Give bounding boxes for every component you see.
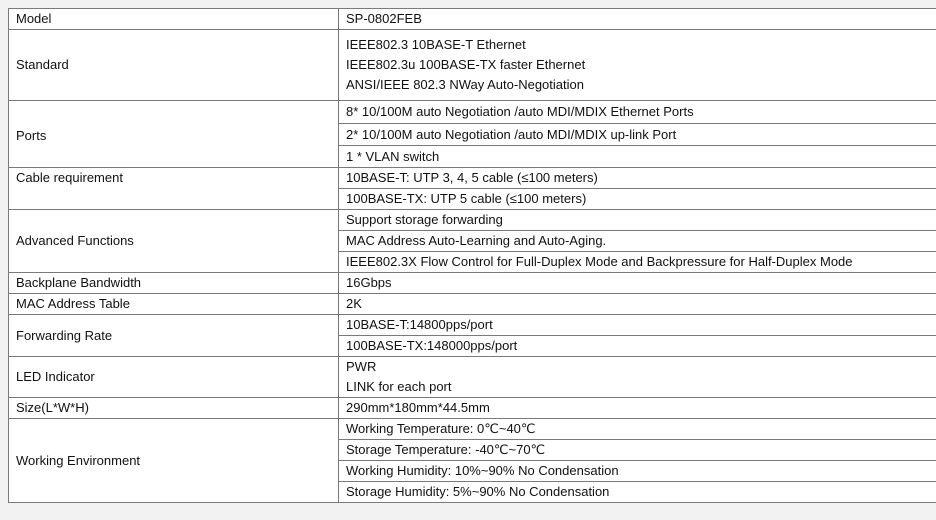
table-row	[9, 315, 936, 336]
row-value: SP-0802FEB	[339, 9, 936, 30]
row-label: Working Environment	[9, 419, 339, 503]
row-label: MAC Address Table	[9, 294, 339, 315]
row-label: Advanced Functions	[9, 210, 339, 273]
row-value: 2K	[339, 294, 936, 315]
table-row	[9, 168, 936, 189]
table-row	[9, 273, 936, 294]
row-value: 8* 10/100M auto Negotiation /auto MDI/MDIX Ethernet Ports	[339, 101, 936, 124]
row-label: Cable requirement	[9, 168, 339, 210]
row-value	[339, 30, 936, 101]
table-row	[9, 294, 936, 315]
table-row	[9, 398, 936, 419]
row-value: 1 * VLAN switch	[339, 146, 936, 168]
row-label: LED Indicator	[9, 357, 339, 398]
value-line: IEEE802.3 10BASE-T Ethernet	[346, 37, 526, 52]
table-row	[9, 419, 936, 440]
row-value: 2* 10/100M auto Negotiation /auto MDI/MDIX up-link Port	[339, 124, 936, 146]
row-value: 10BASE-T:14800pps/port	[339, 315, 936, 336]
value-line: PWR	[346, 359, 377, 374]
spec-table	[8, 8, 936, 503]
value-line: ANSI/IEEE 802.3 NWay Auto-Negotiation	[346, 77, 584, 92]
row-label: Forwarding Rate	[9, 315, 339, 357]
row-label: Model	[9, 9, 339, 30]
table-row	[9, 357, 936, 398]
row-value: Working Temperature: 0℃~40℃	[339, 419, 936, 440]
row-value	[339, 357, 936, 398]
row-value: 16Gbps	[339, 273, 936, 294]
row-value: Storage Humidity: 5%~90% No Condensation	[339, 482, 936, 503]
row-value: IEEE802.3X Flow Control for Full-Duplex Mode and Backpressure for Half-Duplex Mode	[339, 252, 936, 273]
table-row	[9, 210, 936, 231]
row-label: Backplane Bandwidth	[9, 273, 339, 294]
row-value: Working Humidity: 10%~90% No Condensation	[339, 461, 936, 482]
row-value: 10BASE-T: UTP 3, 4, 5 cable (≤100 meters)	[339, 168, 936, 189]
row-value: 100BASE-TX: UTP 5 cable (≤100 meters)	[339, 189, 936, 210]
table-row	[9, 9, 936, 30]
row-value: Storage Temperature: -40℃~70℃	[339, 440, 936, 461]
row-value: 290mm*180mm*44.5mm	[339, 398, 936, 419]
table-row	[9, 30, 936, 101]
row-label: Size(L*W*H)	[9, 398, 339, 419]
row-label: Standard	[9, 30, 339, 101]
value-line: LINK for each port	[346, 379, 452, 394]
value-line: IEEE802.3u 100BASE-TX faster Ethernet	[346, 57, 586, 72]
row-label: Ports	[9, 101, 339, 168]
row-value: Support storage forwarding	[339, 210, 936, 231]
table-row	[9, 101, 936, 124]
row-value: 100BASE-TX:148000pps/port	[339, 336, 936, 357]
row-value: MAC Address Auto-Learning and Auto-Aging.	[339, 231, 936, 252]
